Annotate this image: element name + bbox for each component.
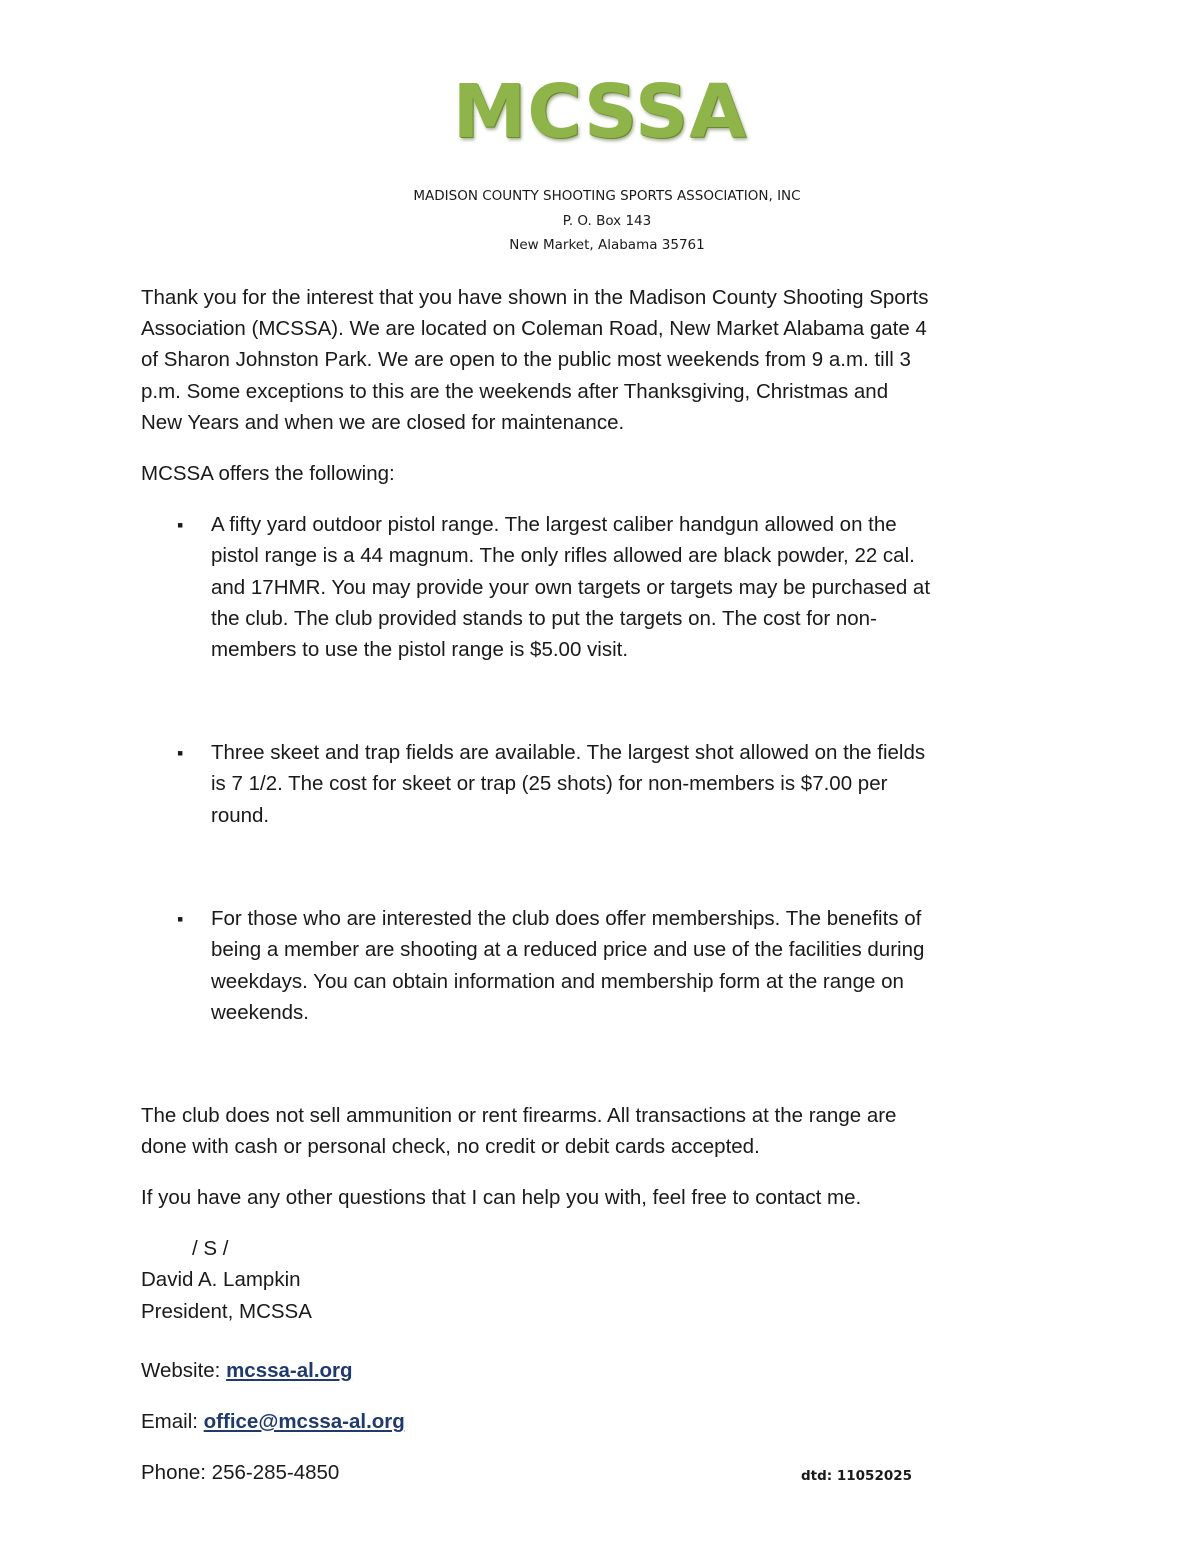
intro-paragraph [141, 282, 1071, 438]
document-date: dtd: 11052025 [801, 1468, 913, 1484]
bullet-icon: ▪ [177, 515, 184, 535]
payment-paragraph [141, 1100, 1071, 1162]
email-row [141, 1408, 405, 1436]
phone-row [141, 1459, 339, 1487]
bullet-icon: ▪ [177, 743, 184, 763]
payment-line: done with cash or personal check, no credit or debit cards accepted. [141, 1135, 760, 1159]
offer-line: is 7 1/2. The cost for skeet or trap (25 shots) for non-members is $7.00 per [211, 772, 888, 796]
intro-line: New Years and when we are closed for maintenance. [141, 410, 625, 434]
po-box: P. O. Box 143 [562, 212, 652, 229]
intro-line: p.m. Some exceptions to this are the weekends after Thanksgiving, Christmas and [141, 379, 889, 403]
offers-heading-text: MCSSA offers the following: [141, 462, 395, 485]
offer-line: A fifty yard outdoor pistol range. The largest caliber handgun allowed on the [211, 513, 897, 536]
signature-mark: / S / [192, 1237, 229, 1260]
email-label: Email: [141, 1410, 204, 1433]
intro-line: Thank you for the interest that you have shown in the Madison County Shooting Sports [141, 286, 929, 309]
payment-line: The club does not sell ammunition or rent firearms. All transactions at the range are [141, 1104, 897, 1127]
offer-line: Three skeet and trap fields are available. The largest shot allowed on the fields [211, 741, 926, 764]
phone-label: Phone: [141, 1461, 212, 1484]
signer-title: President, MCSSA [141, 1300, 312, 1323]
offer-line: weekends. [211, 1000, 310, 1024]
offer-line: and 17HMR. You may provide your own targets or targets may be purchased at [211, 575, 931, 599]
website-row [141, 1357, 353, 1385]
offer-line: the club. The club provided stands to put the targets on. The cost for non- [211, 606, 877, 630]
offer-line: For those who are interested the club does offer memberships. The benefits of [211, 907, 922, 930]
offers-heading [141, 458, 1071, 489]
closing-text: If you have any other questions that I can help you with, feel free to contact me. [141, 1186, 862, 1209]
offer-pistol-range [211, 509, 1071, 665]
signer-name: David A. Lampkin [141, 1268, 301, 1291]
offer-skeet-trap [211, 737, 1071, 831]
offer-memberships [211, 903, 1071, 1028]
email-link[interactable]: office@mcssa-al.org [203, 1410, 405, 1433]
org-address-block [0, 184, 1200, 258]
closing-paragraph [141, 1182, 1071, 1213]
website-link[interactable]: mcssa-al.org [226, 1359, 353, 1382]
mcssa-logo: MCSSA [452, 69, 748, 155]
org-name: MADISON COUNTY SHOOTING SPORTS ASSOCIATION, INC [413, 188, 801, 204]
bullet-icon: ▪ [177, 909, 184, 929]
offer-line: members to use the pistol range is $5.00 visit. [211, 638, 629, 662]
offer-line: round. [211, 803, 270, 827]
offer-line: weekdays. You can obtain information and membership form at the range on [211, 969, 904, 993]
intro-line: Association (MCSSA). We are located on Coleman Road, New Market Alabama gate 4 [141, 317, 927, 341]
city-state-zip: New Market, Alabama 35761 [509, 237, 705, 253]
website-label: Website: [141, 1359, 227, 1382]
offer-line: being a member are shooting at a reduced price and use of the facilities during [211, 938, 925, 962]
intro-line: of Sharon Johnston Park. We are open to the public most weekends from 9 a.m. till 3 [141, 348, 911, 372]
offer-line: pistol range is a 44 magnum. The only rifles allowed are black powder, 22 cal. [211, 544, 915, 568]
phone-number: 256-285-4850 [211, 1461, 340, 1484]
